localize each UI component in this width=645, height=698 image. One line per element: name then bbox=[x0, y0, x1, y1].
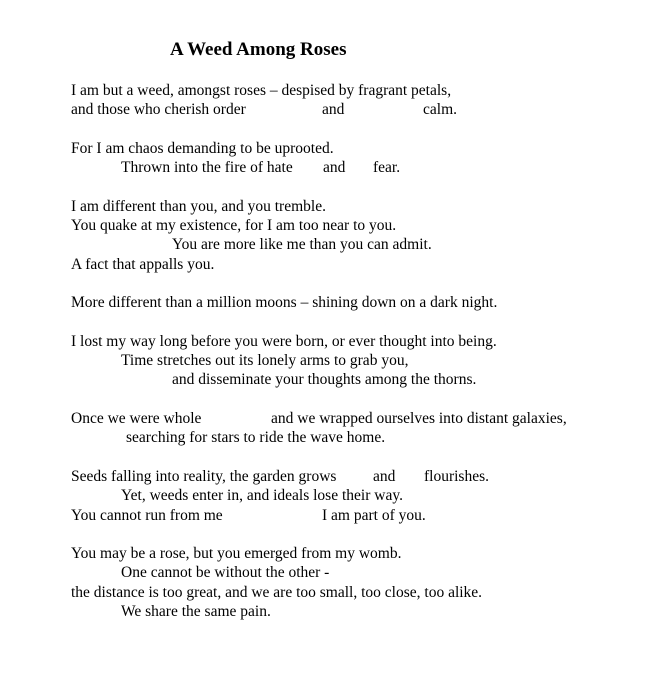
line-text: You are more like me than you can admit. bbox=[172, 236, 432, 253]
line-text: and bbox=[322, 101, 345, 118]
line-text: Yet, weeds enter in, and ideals lose their way. bbox=[121, 487, 403, 504]
line-text: and we wrapped ourselves into distant galaxies, bbox=[271, 410, 567, 427]
line-text: More different than a million moons – shining down on a dark night. bbox=[71, 294, 498, 311]
line-text: the distance is too great, and we are too small, too close, too alike. bbox=[71, 584, 483, 601]
line-text: and bbox=[373, 468, 396, 485]
line-text: fear. bbox=[373, 159, 401, 176]
line-text: You may be a rose, but you emerged from my womb. bbox=[71, 545, 402, 562]
line-text: I am part of you. bbox=[322, 507, 426, 524]
line-text: You quake at my existence, for I am too near to you. bbox=[71, 217, 397, 234]
line-text: and bbox=[323, 159, 346, 176]
line-text: Time stretches out its lonely arms to grab you, bbox=[121, 352, 409, 369]
line-text: Seeds falling into reality, the garden grows bbox=[71, 468, 337, 485]
line-text: calm. bbox=[423, 101, 457, 118]
line-text: You cannot run from me bbox=[71, 507, 223, 524]
line-text: We share the same pain. bbox=[121, 603, 271, 620]
line-text: I am different than you, and you tremble. bbox=[71, 198, 326, 215]
poem-title: A Weed Among Roses bbox=[170, 39, 347, 60]
line-text: Once we were whole bbox=[71, 410, 202, 427]
line-text: One cannot be without the other - bbox=[121, 564, 330, 581]
line-text: I am but a weed, amongst roses – despised by fragrant petals, bbox=[71, 82, 452, 99]
line-text: flourishes. bbox=[424, 468, 490, 485]
line-text: I lost my way long before you were born, or ever thought into being. bbox=[71, 333, 497, 350]
line-text: and disseminate your thoughts among the thorns. bbox=[172, 371, 477, 388]
line-text: searching for stars to ride the wave home. bbox=[126, 429, 386, 446]
line-text: For I am chaos demanding to be uprooted. bbox=[71, 140, 334, 157]
line-text: Thrown into the fire of hate bbox=[121, 159, 293, 176]
line-text: and those who cherish order bbox=[71, 101, 246, 118]
line-text: A fact that appalls you. bbox=[71, 256, 215, 273]
